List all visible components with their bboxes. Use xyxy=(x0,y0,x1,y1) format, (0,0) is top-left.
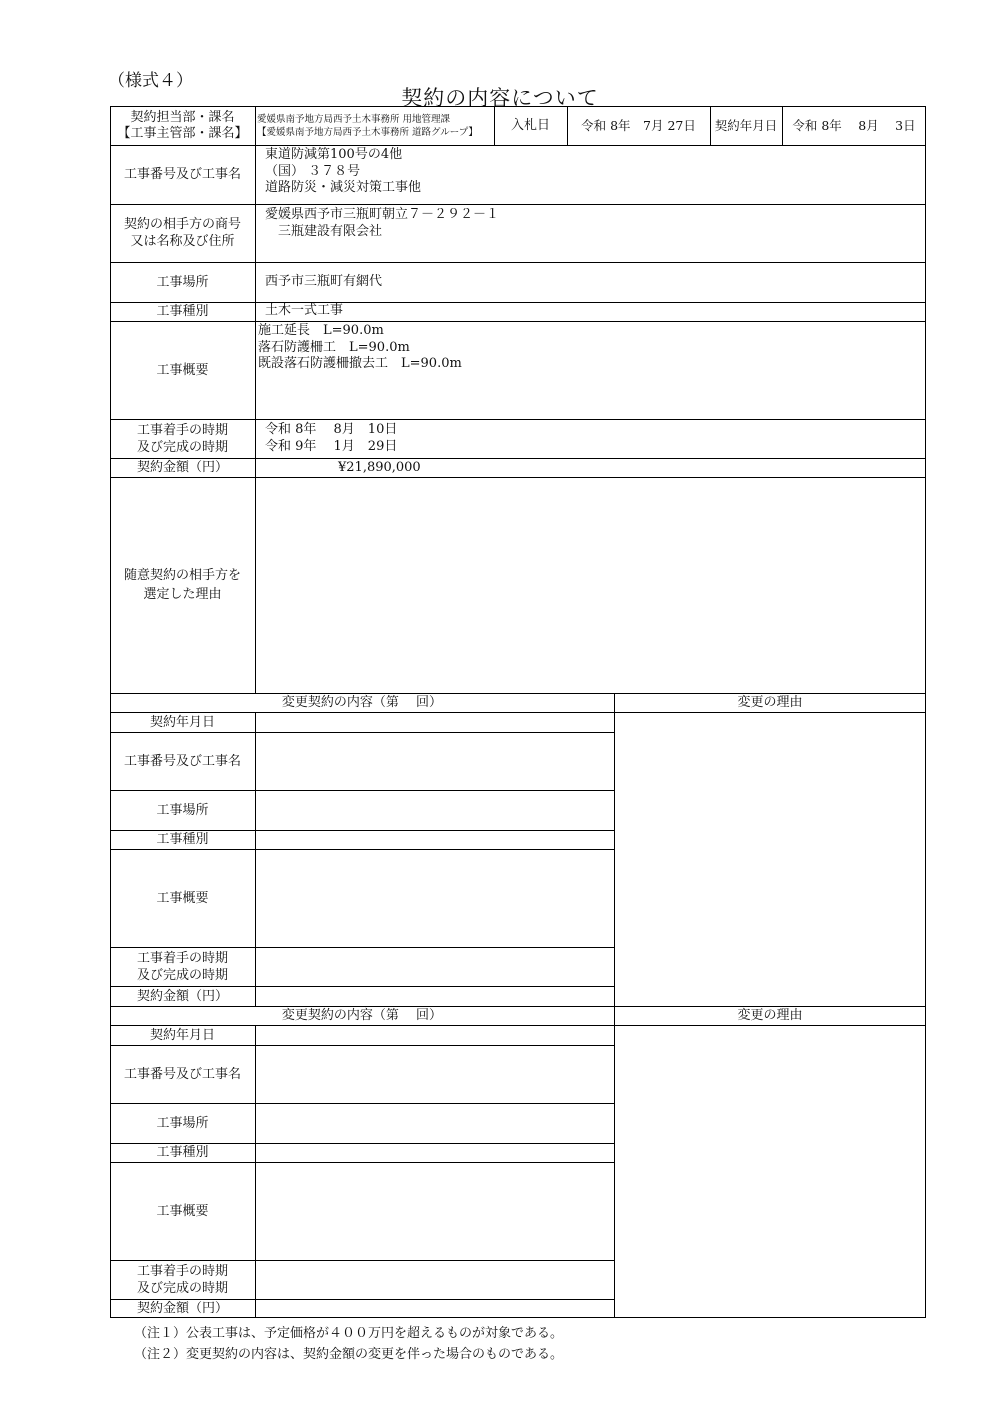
change-2-contract-date-label: 契約年月日 xyxy=(149,1027,215,1043)
amount-value: ¥21,890,000 xyxy=(338,460,421,475)
note-2: （注２）変更契約の内容は、契約金額の変更を伴った場合のものである。 xyxy=(134,1347,564,1362)
category-value: 土木一式工事 xyxy=(265,303,344,318)
change-2-amount-label: 契約金額（円） xyxy=(136,1301,228,1316)
change-1-period-label: 工事着手の時期 及び完成の時期 xyxy=(136,950,228,983)
change-1-work-no-label: 工事番号及び工事名 xyxy=(123,753,241,769)
dept-label: 契約担当部・課名 【工事主管部・課名】 xyxy=(117,109,248,141)
change-2-header: 変更契約の内容（第 回） xyxy=(281,1008,443,1023)
change-2-work-no-label: 工事番号及び工事名 xyxy=(123,1066,241,1082)
change-2-summary-label: 工事概要 xyxy=(156,1203,209,1219)
page-title: 契約の内容について xyxy=(401,86,599,110)
dept-value: 愛媛県南予地方局西予土木事務所 用地管理課 【愛媛県南予地方局西予土木事務所 道路グループ】 xyxy=(257,113,478,138)
change-1-amount-label: 契約金額（円） xyxy=(136,988,228,1004)
period-value: 令和 8年 8月 10日 令和 9年 1月 29日 xyxy=(265,422,398,454)
contract-date-value: 令和 8年 8月 3日 xyxy=(792,118,916,133)
summary-label: 工事概要 xyxy=(156,362,209,378)
contract-date-label: 契約年月日 xyxy=(714,118,778,133)
partner-value: 愛媛県西予市三瓶町朝立７－２９２－１ 三瓶建設有限会社 xyxy=(265,207,500,239)
form-number: （様式４） xyxy=(108,71,193,91)
column-divider xyxy=(255,1025,256,1318)
bid-date-value: 令和 8年 7月 27日 xyxy=(581,118,696,133)
work-no-label: 工事番号及び工事名 xyxy=(123,167,241,182)
change-1-location-label: 工事場所 xyxy=(156,802,209,818)
bid-date-label: 入札日 xyxy=(510,118,550,133)
change-1-contract-date-label: 契約年月日 xyxy=(149,714,215,730)
change-2-category-label: 工事種別 xyxy=(156,1145,209,1160)
note-1: （注１）公表工事は、予定価格が４００万円を超えるものが対象である。 xyxy=(134,1326,564,1341)
partner-label: 契約の相手方の商号 又は名称及び住所 xyxy=(123,217,241,249)
location-label: 工事場所 xyxy=(156,274,209,290)
column-divider xyxy=(255,106,256,693)
category-label: 工事種別 xyxy=(156,304,209,319)
reason-label: 随意契約の相手方を 選定した理由 xyxy=(123,568,241,602)
change-2-location-label: 工事場所 xyxy=(156,1115,209,1131)
location-value: 西予市三瓶町有網代 xyxy=(265,274,383,289)
work-no-value: 東道防減第100号の4他 （国） ３７８号 道路防災・減災対策工事他 xyxy=(265,147,422,195)
amount-label: 契約金額（円） xyxy=(136,460,228,475)
period-label: 工事着手の時期 及び完成の時期 xyxy=(136,422,228,455)
change-2-reason-header: 変更の理由 xyxy=(737,1008,803,1023)
change-2-period-label: 工事着手の時期 及び完成の時期 xyxy=(136,1263,228,1296)
change-1-category-label: 工事種別 xyxy=(156,832,209,847)
column-divider xyxy=(255,712,256,1006)
change-1-header: 変更契約の内容（第 回） xyxy=(281,695,443,710)
summary-value: 施工延長 L=90.0m 落石防護柵工 L=90.0m 既設落石防護柵撤去工 L=90.0m xyxy=(258,323,462,371)
change-1-summary-label: 工事概要 xyxy=(156,890,209,906)
change-1-reason-header: 変更の理由 xyxy=(737,695,803,710)
